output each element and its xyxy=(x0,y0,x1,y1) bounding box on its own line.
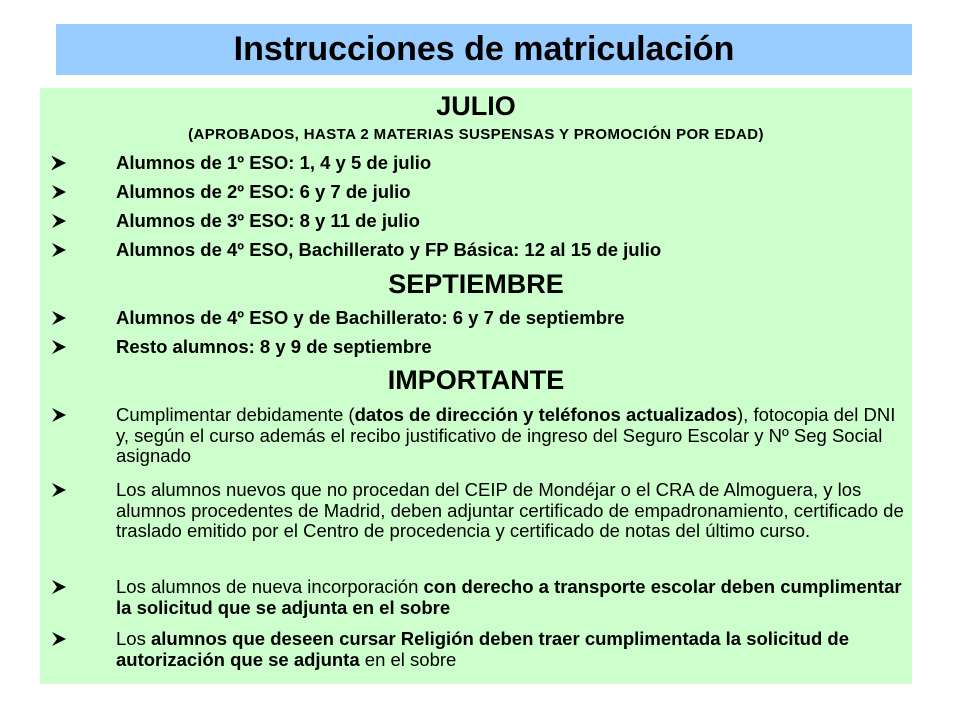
list-item-text: Resto alumnos: 8 y 9 de septiembre xyxy=(116,336,432,357)
arrow-bullet-icon xyxy=(50,337,68,357)
list-item-text: Alumnos de 4º ESO y de Bachillerato: 6 y 7 de septiembre xyxy=(116,307,625,328)
text-run-bold: datos de dirección y teléfonos actualizados xyxy=(354,404,737,425)
arrow-bullet-icon xyxy=(50,153,68,173)
arrow-bullet-icon xyxy=(50,577,68,597)
content-panel xyxy=(40,88,912,684)
list-item-text xyxy=(116,629,904,670)
arrow-bullet-icon xyxy=(50,405,68,425)
text-run-bold: con derecho a transporte escolar deben cumplimentar la solicitud que se adjunta en el sobre xyxy=(116,576,902,618)
arrow-bullet-icon xyxy=(50,308,68,328)
arrow-bullet-icon xyxy=(50,211,68,231)
text-run: Los xyxy=(116,628,151,649)
arrow-bullet-icon xyxy=(50,480,68,500)
list-item-text: Los alumnos nuevos que no procedan del CEIP de Mondéjar o el CRA de Almoguera, y los alumnos procedentes de Madrid, deben adjuntar certificado de empadronamiento, certificado de traslado emitido por el Centro de procedencia y certificado de notas del último curso. xyxy=(116,479,904,541)
arrow-bullet-icon xyxy=(50,629,68,649)
list-item-text: Alumnos de 1º ESO: 1, 4 y 5 de julio xyxy=(116,152,432,173)
text-run: Los alumnos de nueva incorporación xyxy=(116,576,424,597)
text-run-bold: alumnos que deseen cursar Religión deben traer cumplimentada la solicitud de autorización que se adjunta xyxy=(116,628,850,670)
section-heading-julio: JULIO xyxy=(436,91,516,121)
list-item-text xyxy=(116,405,904,467)
arrow-bullet-icon xyxy=(50,182,68,202)
text-run: Cumplimentar debidamente ( xyxy=(116,404,355,425)
section-heading-importante: IMPORTANTE xyxy=(387,365,565,395)
list-item-text xyxy=(116,577,904,618)
text-run: en el sobre xyxy=(359,648,457,670)
page-title: Instrucciones de matriculación xyxy=(233,30,735,68)
text-run: ), fotocopia del DNI y, según el curso además el recibo justificativo de ingreso del Seguro Escolar y Nº Seg Social asignado xyxy=(116,404,896,466)
list-item-text: Alumnos de 3º ESO: 8 y 11 de julio xyxy=(116,210,420,231)
title-banner xyxy=(56,24,912,75)
list-item-text: Alumnos de 4º ESO, Bachillerato y FP Básica: 12 al 15 de julio xyxy=(116,239,662,260)
list-item-text: Alumnos de 2º ESO: 6 y 7 de julio xyxy=(116,181,411,202)
arrow-bullet-icon xyxy=(50,240,68,260)
section-heading-septiembre: SEPTIEMBRE xyxy=(388,269,564,299)
section-subheading-julio: (APROBADOS, HASTA 2 MATERIAS SUSPENSAS Y PROMOCIÓN POR EDAD) xyxy=(188,126,764,143)
